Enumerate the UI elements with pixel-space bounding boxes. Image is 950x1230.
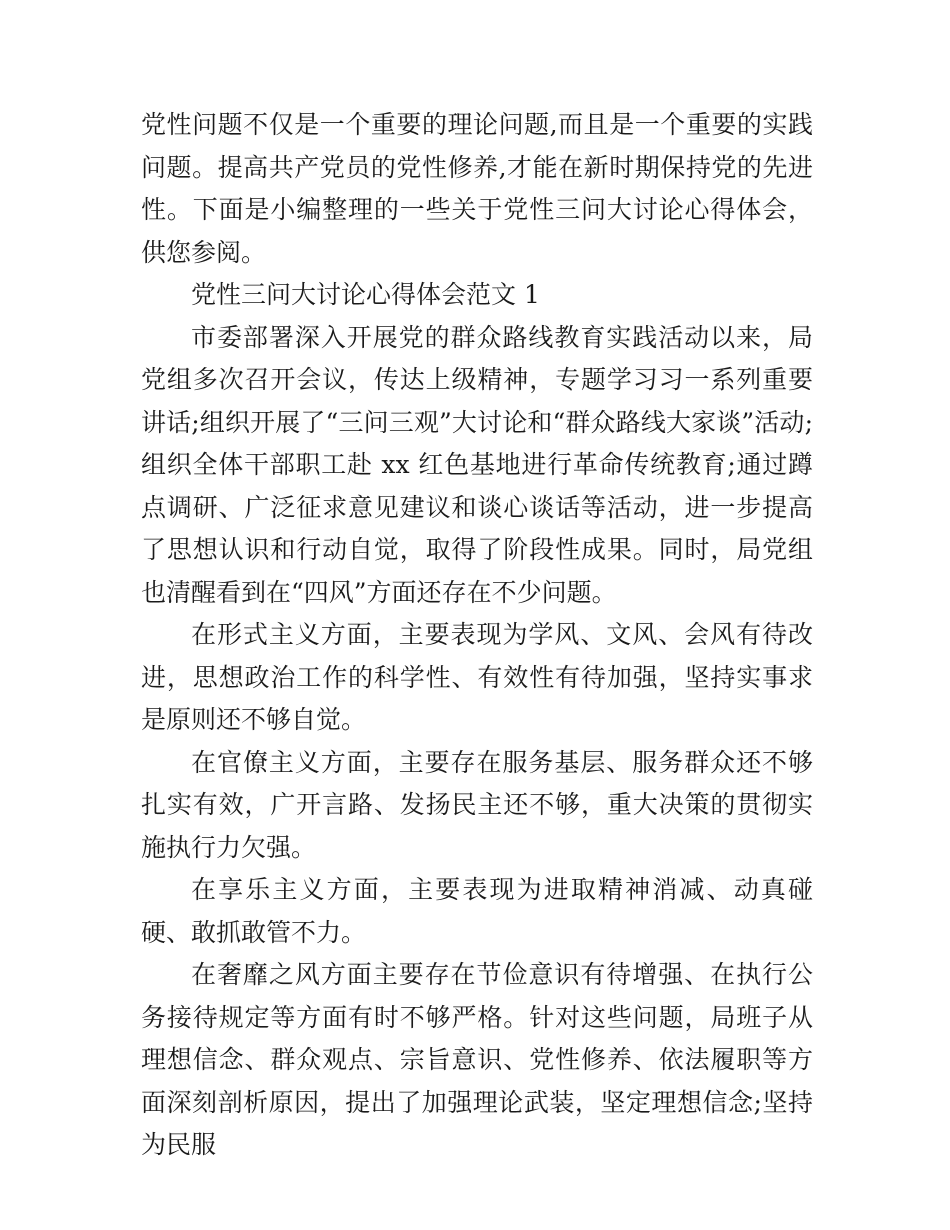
section-title: 党性三问大讨论心得体会范文 1: [191, 280, 540, 309]
body-paragraph-5: 在奢靡之风方面主要存在节俭意识有待增强、在执行公务接待规定等方面有时不够严格。针对这些问题，局班子从理想信念、群众观点、宗旨意识、党性修养、依法履职等方面深刻剖析原因，提出了加强理论武装，坚定理想信念;坚持为民服: [141, 960, 813, 1159]
body-paragraph-4: 在享乐主义方面，主要表现为进取精神消减、动真碰硬、敢抓敢管不力。: [141, 875, 813, 947]
body-paragraph-3: 在官僚主义方面，主要存在服务基层、服务群众还不够扎实有效，广开言路、发扬民主还不够，重大决策的贯彻实施执行力欠强。: [141, 747, 813, 862]
intro-paragraph: 党性问题不仅是一个重要的理论问题,而且是一个重要的实践问题。提高共产党员的党性修养,才能在新时期保持党的先进性。下面是小编整理的一些关于党性三问大讨论心得体会，供您参阅。: [141, 110, 813, 267]
body-paragraph-2: 在形式主义方面，主要表现为学风、文风、会风有待改进，思想政治工作的科学性、有效性有待加强，坚持实事求是原则还不够自觉。: [141, 620, 813, 734]
document-body: [141, 104, 813, 1167]
body-paragraph-1: 市委部署深入开展党的群众路线教育实践活动以来，局党组多次召开会议，传达上级精神，专题学习习一系列重要讲话;组织开展了“三问三观”大讨论和“群众路线大家谈”活动;组织全体干部职工赴 xx 红色基地进行革命传统教育;通过蹲点调研、广泛征求意见建议和谈心谈话等活动，进一步提高了思想认识和行动自觉，取得了阶段性成果。同时，局党组也清醒看到在“四风”方面还存在不少问题。: [141, 322, 813, 607]
